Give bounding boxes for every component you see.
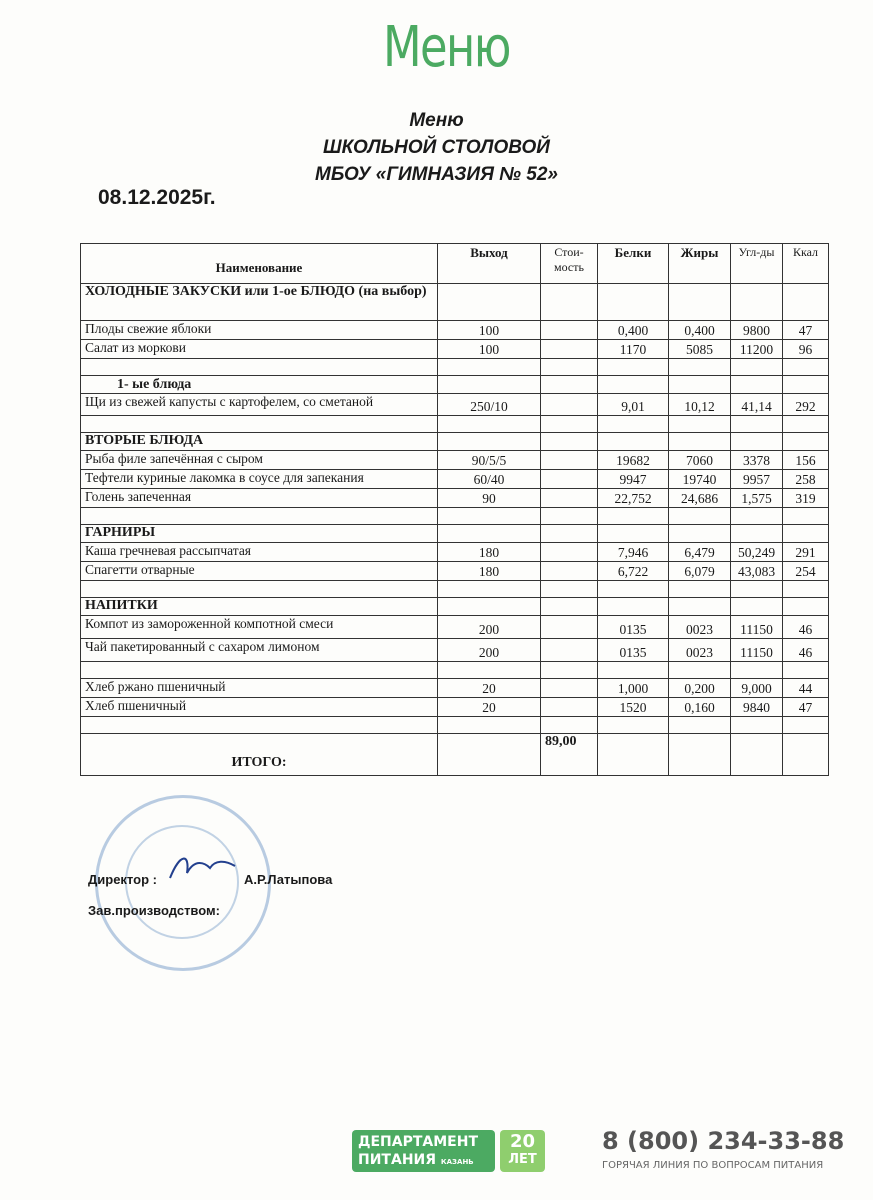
nutrient-k: 254	[783, 562, 829, 581]
nutrient-c: 9840	[731, 698, 783, 717]
signature-icon	[165, 848, 240, 888]
section-title: ХОЛОДНЫЕ ЗАКУСКИ или 1-ое БЛЮДО (на выбор)	[81, 284, 438, 321]
dish-name: Рыба филе запечённая с сыром	[81, 451, 438, 470]
header-cost: Стои-мость	[541, 244, 598, 284]
dish-output: 20	[438, 698, 541, 717]
nutrient-k: 46	[783, 616, 829, 639]
empty-row	[81, 581, 829, 598]
table-row	[81, 698, 829, 717]
nutrient-k: 47	[783, 698, 829, 717]
nutrient-c: 9957	[731, 470, 783, 489]
dish-output: 60/40	[438, 470, 541, 489]
nutrient-b: 19682	[598, 451, 669, 470]
dish-name: Салат из моркови	[81, 340, 438, 359]
menu-table	[80, 243, 829, 776]
table-row	[81, 321, 829, 340]
dish-output: 90/5/5	[438, 451, 541, 470]
table-row	[81, 470, 829, 489]
nutrient-k: 258	[783, 470, 829, 489]
dish-name: Компот из замороженной компотной смеси	[81, 616, 438, 639]
table-row	[81, 489, 829, 508]
table-row	[81, 562, 829, 581]
empty-row	[81, 508, 829, 525]
nutrient-b: 1520	[598, 698, 669, 717]
nutrient-f: 5085	[669, 340, 731, 359]
title-line-3: МБОУ «ГИМНАЗИЯ № 52»	[315, 164, 558, 185]
nutrient-c: 3378	[731, 451, 783, 470]
dish-name: Щи из свежей капусты с картофелем, со сметаной	[81, 394, 438, 416]
nutrient-c: 11150	[731, 639, 783, 662]
nutrient-b: 0135	[598, 639, 669, 662]
nutrient-c: 1,575	[731, 489, 783, 508]
section-row	[81, 525, 829, 543]
nutrient-f: 6,479	[669, 543, 731, 562]
nutrient-f: 0,160	[669, 698, 731, 717]
dept-line-1: ДЕПАРТАМЕНТ	[358, 1134, 478, 1150]
table-row	[81, 543, 829, 562]
header-kcal: Ккал	[783, 244, 829, 284]
table-row	[81, 679, 829, 698]
nutrient-k: 156	[783, 451, 829, 470]
nutrient-k: 44	[783, 679, 829, 698]
header-fat: Жиры	[669, 244, 731, 284]
dish-output: 250/10	[438, 394, 541, 416]
nutrient-f: 10,12	[669, 394, 731, 416]
nutrient-f: 24,686	[669, 489, 731, 508]
dish-output: 20	[438, 679, 541, 698]
table-row	[81, 639, 829, 662]
menu-logo: Меню	[383, 15, 510, 80]
dish-name: Тефтели куриные лакомка в соусе для запекания	[81, 470, 438, 489]
dish-name: Голень запеченная	[81, 489, 438, 508]
nutrient-c: 9800	[731, 321, 783, 340]
anniversary-badge	[500, 1130, 545, 1172]
total-row	[81, 734, 829, 776]
title-line-1: Меню	[409, 110, 464, 131]
nutrient-k: 319	[783, 489, 829, 508]
nutrient-f: 0,200	[669, 679, 731, 698]
director-name: А.Р.Латыпова	[244, 872, 333, 887]
nutrient-b: 9947	[598, 470, 669, 489]
nutrient-f: 6,079	[669, 562, 731, 581]
nutrient-c: 41,14	[731, 394, 783, 416]
table-row	[81, 340, 829, 359]
dish-name: Хлеб пшеничный	[81, 698, 438, 717]
section-row	[81, 376, 829, 394]
years-number: 20	[509, 1131, 536, 1152]
department-logo	[352, 1130, 495, 1172]
nutrient-b: 1170	[598, 340, 669, 359]
nutrient-b: 9,01	[598, 394, 669, 416]
nutrient-f: 19740	[669, 470, 731, 489]
empty-row	[81, 662, 829, 679]
nutrient-f: 0,400	[669, 321, 731, 340]
section-title: 1- ые блюда	[81, 376, 438, 394]
nutrient-f: 0023	[669, 639, 731, 662]
nutrient-c: 9,000	[731, 679, 783, 698]
table-header	[81, 244, 829, 284]
manager-label: Зав.производством:	[88, 903, 220, 918]
nutrient-c: 11150	[731, 616, 783, 639]
dish-output: 180	[438, 543, 541, 562]
dept-line-2: ПИТАНИЯ	[358, 1152, 437, 1168]
nutrient-b: 0,400	[598, 321, 669, 340]
header-name: Наименование	[81, 244, 438, 284]
dish-output: 200	[438, 616, 541, 639]
nutrient-b: 22,752	[598, 489, 669, 508]
hotline-phone: 8 (800) 234-33-88	[602, 1127, 845, 1155]
total-label: ИТОГО:	[81, 734, 438, 776]
section-title: НАПИТКИ	[81, 598, 438, 616]
dish-output: 200	[438, 639, 541, 662]
dish-name: Спагетти отварные	[81, 562, 438, 581]
nutrient-k: 46	[783, 639, 829, 662]
nutrient-b: 7,946	[598, 543, 669, 562]
table-row	[81, 451, 829, 470]
nutrient-f: 0023	[669, 616, 731, 639]
years-label: ЛЕТ	[508, 1152, 537, 1167]
nutrient-k: 96	[783, 340, 829, 359]
table-row	[81, 394, 829, 416]
empty-row	[81, 717, 829, 734]
section-title: ВТОРЫЕ БЛЮДА	[81, 433, 438, 451]
header-carbs: Угл-ды	[731, 244, 783, 284]
nutrient-f: 7060	[669, 451, 731, 470]
nutrient-b: 6,722	[598, 562, 669, 581]
dish-output: 100	[438, 340, 541, 359]
hotline-label: ГОРЯЧАЯ ЛИНИЯ ПО ВОПРОСАМ ПИТАНИЯ	[602, 1160, 824, 1171]
dish-name: Плоды свежие яблоки	[81, 321, 438, 340]
dish-name: Каша гречневая рассыпчатая	[81, 543, 438, 562]
director-label: Директор :	[88, 872, 157, 887]
section-row	[81, 433, 829, 451]
nutrient-b: 0135	[598, 616, 669, 639]
nutrient-b: 1,000	[598, 679, 669, 698]
total-cost: 89,00	[541, 734, 598, 776]
dish-output: 180	[438, 562, 541, 581]
nutrient-k: 291	[783, 543, 829, 562]
dept-city: КАЗАНЬ	[440, 1158, 474, 1166]
nutrient-c: 50,249	[731, 543, 783, 562]
menu-date: 08.12.2025г.	[98, 186, 216, 209]
section-title: ГАРНИРЫ	[81, 525, 438, 543]
dish-name: Чай пакетированный с сахаром лимоном	[81, 639, 438, 662]
header-protein: Белки	[598, 244, 669, 284]
nutrient-k: 47	[783, 321, 829, 340]
dish-output: 90	[438, 489, 541, 508]
section-row	[81, 598, 829, 616]
nutrient-k: 292	[783, 394, 829, 416]
dish-output: 100	[438, 321, 541, 340]
title-line-2: ШКОЛЬНОЙ СТОЛОВОЙ	[323, 137, 550, 158]
nutrient-c: 11200	[731, 340, 783, 359]
empty-row	[81, 359, 829, 376]
section-row	[81, 284, 829, 321]
table-row	[81, 616, 829, 639]
dish-name: Хлеб ржано пшеничный	[81, 679, 438, 698]
nutrient-c: 43,083	[731, 562, 783, 581]
empty-row	[81, 416, 829, 433]
header-output: Выход	[438, 244, 541, 284]
